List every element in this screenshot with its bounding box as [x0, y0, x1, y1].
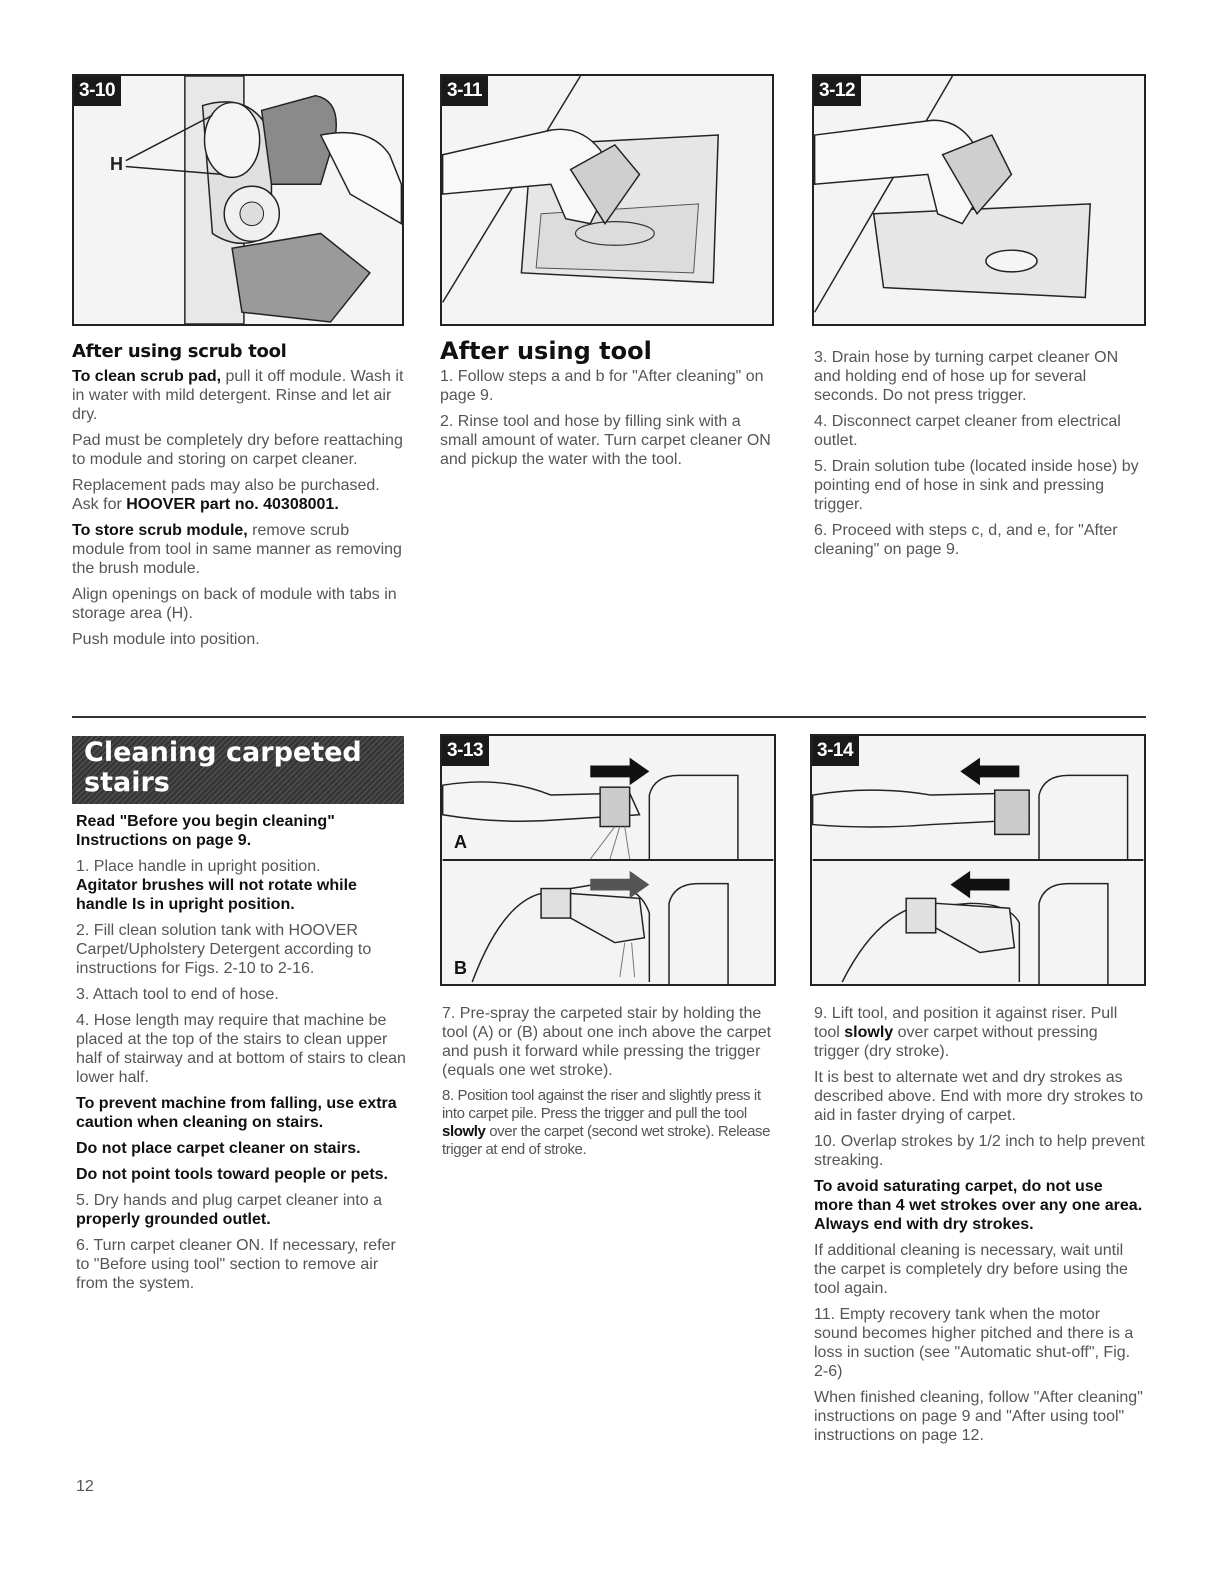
stairs-banner — [72, 736, 404, 804]
lead-text: To store scrub module, — [72, 522, 248, 539]
figure-label: 3-14 — [812, 736, 859, 766]
store-module-para — [72, 521, 404, 578]
figure-3-14 — [810, 734, 1146, 986]
banner-line-2: stairs — [84, 767, 170, 798]
stairs-step-5 — [76, 1191, 408, 1229]
figure-3-13 — [440, 734, 776, 986]
body-text: 8. Position tool against the riser and slightly press it into carpet pile. Press the trigger and pull the tool — [442, 1087, 761, 1122]
wet-stroke-column — [442, 1004, 776, 1166]
step-9 — [814, 1004, 1146, 1061]
body-text: over carpet without pressing trigger (dry stroke). — [814, 1024, 1098, 1060]
step-7: 7. Pre-spray the carpeted stair by holding the tool (A) or (B) about one inch above the carpet and push it forward while pressing the trigger (equals one wet stroke). — [442, 1005, 772, 1079]
figure-letter-a: A — [454, 832, 467, 852]
pre-spray-illustration — [442, 736, 774, 984]
stairs-step-2: 2. Fill clean solution tank with HOOVER Carpet/Upholstery Detergent according to instructions for Figs. 2-10 to 2-16. — [76, 922, 372, 977]
drain-column — [814, 348, 1146, 566]
figure-label: 3-10 — [74, 76, 121, 106]
read-first-note: Read "Before you begin cleaning" Instructions on page 9. — [76, 813, 335, 849]
page-number: 12 — [76, 1478, 94, 1495]
body-text: 9. Lift tool, and position it against riser. Pull tool — [814, 1005, 1118, 1041]
lead-text: To clean scrub pad, — [72, 368, 222, 385]
warning-falling: To prevent machine from falling, use extra caution when cleaning on stairs. — [76, 1095, 397, 1131]
dry-stroke-column — [814, 1004, 1146, 1452]
pad-dry-para: Pad must be completely dry before reattaching to module and storing on carpet cleaner. — [72, 432, 403, 468]
warning-no-place: Do not place carpet cleaner on stairs. — [76, 1140, 361, 1157]
step-4: 4. Disconnect carpet cleaner from electrical outlet. — [814, 413, 1121, 449]
clean-scrub-pad-para — [72, 367, 404, 424]
figure-3-12 — [812, 74, 1146, 326]
body-text: remove scrub module from tool in same manner as removing the brush module. — [72, 522, 402, 577]
warning-agitator: Agitator brushes will not rotate while handle Is in upright position. — [76, 877, 357, 913]
after-tool-column — [440, 337, 774, 476]
section-divider — [72, 716, 1146, 718]
bold-text: slowly — [844, 1024, 894, 1041]
step-5: 5. Drain solution tube (located inside hose) by pointing end of hose in sink and pressing trigger. — [814, 458, 1139, 513]
stairs-column — [76, 812, 408, 1300]
callout-h: H — [110, 154, 123, 174]
body-text: over the carpet (second wet stroke). Release trigger at end of stroke. — [442, 1123, 771, 1158]
body-text: 5. Dry hands and plug carpet cleaner into a — [76, 1192, 382, 1209]
figure-3-11 — [440, 74, 774, 326]
banner-line-1: Cleaning carpeted — [84, 737, 362, 768]
stairs-step-3: 3. Attach tool to end of hose. — [76, 986, 279, 1003]
stairs-step-1: 1. Place handle in upright position. — [76, 858, 321, 875]
replacement-pads-para — [72, 476, 404, 514]
body-text: Replacement pads may also be purchased. Ask for — [72, 477, 380, 513]
after-scrub-column — [72, 342, 404, 656]
after-tool-heading: After using tool — [440, 337, 652, 365]
step-1: 1. Follow steps a and b for "After cleaning" on page 9. — [440, 368, 764, 404]
warning-saturating: To avoid saturating carpet, do not use more than 4 wet strokes over any one area. Always end with dry strokes. — [814, 1178, 1143, 1233]
figure-label: 3-11 — [442, 76, 488, 106]
stairs-step-4: 4. Hose length may require that machine be placed at the top of the stairs to clean upper half of stairway and at bottom of stairs to clean lower half. — [76, 1012, 406, 1086]
warning-no-point: Do not point tools toward people or pets. — [76, 1166, 388, 1183]
dry-stroke-illustration — [812, 736, 1144, 984]
figure-3-10 — [72, 74, 404, 326]
align-openings-para: Align openings on back of module with tabs in storage area (H). — [72, 586, 397, 622]
drain-hose-illustration — [814, 76, 1144, 324]
step-8 — [442, 1087, 776, 1159]
bold-text: properly grounded outlet. — [76, 1211, 271, 1228]
after-scrub-heading: After using scrub tool — [72, 341, 287, 362]
stairs-step-6: 6. Turn carpet cleaner ON. If necessary, refer to "Before using tool" section to remove air from the system. — [76, 1237, 396, 1292]
alternate-strokes-para: It is best to alternate wet and dry strokes as described above. End with more dry strokes to aid in faster drying of carpet. — [814, 1069, 1144, 1124]
part-number: HOOVER part no. 40308001. — [126, 496, 339, 513]
sink-rinse-illustration — [442, 76, 772, 324]
step-6: 6. Proceed with steps c, d, and e, for "After cleaning" on page 9. — [814, 522, 1118, 558]
push-module-para: Push module into position. — [72, 631, 260, 648]
step-11: 11. Empty recovery tank when the motor sound becomes higher pitched and there is a loss in suction (see "Automatic shut-off", Fig. 2-6) — [814, 1306, 1134, 1380]
figure-label: 3-13 — [442, 736, 489, 766]
step-3: 3. Drain hose by turning carpet cleaner ON and holding end of hose up for several seconds. Do not press trigger. — [814, 349, 1119, 404]
scrub-module-illustration — [74, 76, 402, 324]
bold-text: slowly — [442, 1123, 486, 1140]
step-10: 10. Overlap strokes by 1/2 inch to help prevent streaking. — [814, 1133, 1145, 1169]
figure-label: 3-12 — [814, 76, 861, 106]
additional-cleaning-para: If additional cleaning is necessary, wait until the carpet is completely dry before using the tool again. — [814, 1242, 1128, 1297]
step-2: 2. Rinse tool and hose by filling sink with a small amount of water. Turn carpet cleaner ON and pickup the water with the tool. — [440, 413, 771, 468]
figure-letter-b: B — [454, 958, 467, 978]
finished-cleaning-para: When finished cleaning, follow "After cleaning" instructions on page 9 and "After using tool" instructions on page 12. — [814, 1389, 1143, 1444]
body-text: pull it off module. Wash it in water with mild detergent. Rinse and let air dry. — [72, 368, 404, 423]
